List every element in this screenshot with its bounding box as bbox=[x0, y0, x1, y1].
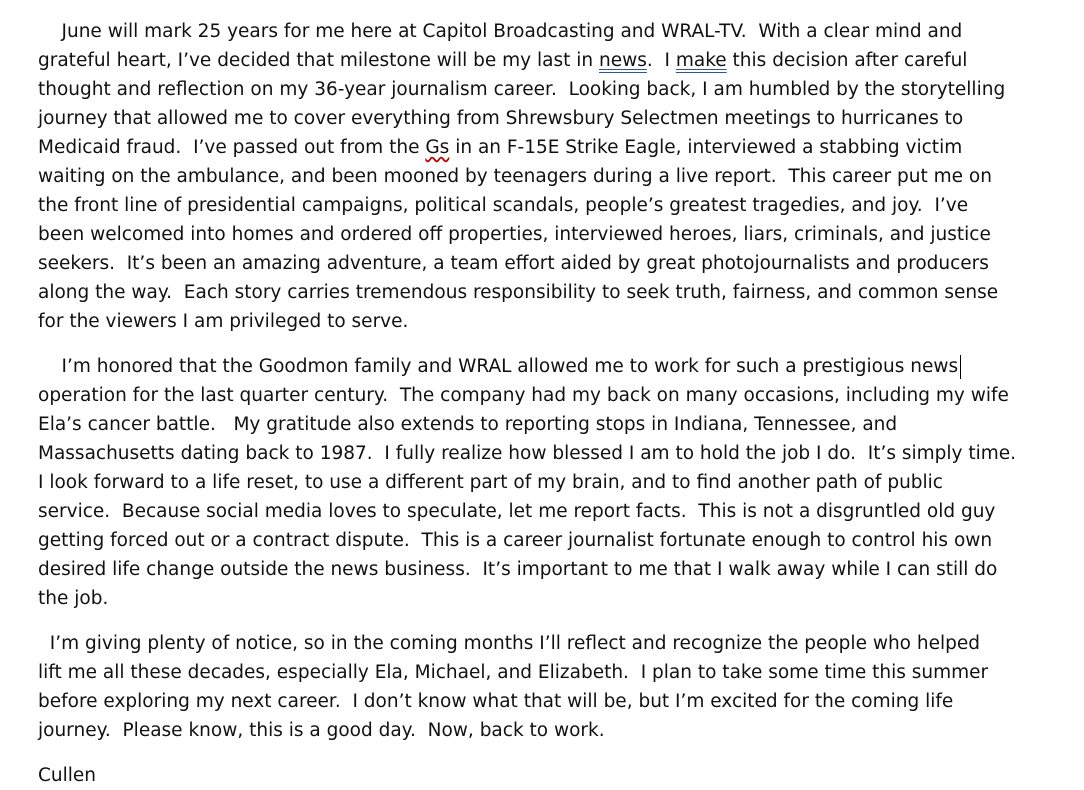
paragraph-2[interactable] bbox=[38, 352, 1078, 613]
text-line bbox=[38, 133, 1078, 162]
grammar-marked-word[interactable]: news bbox=[599, 50, 647, 71]
text-segment: in an F-15E Strike Eagle, interviewed a stabbing victim bbox=[449, 137, 963, 158]
text-line: along the way. Each story carries tremendous responsibility to seek truth, fairness, and common sense bbox=[38, 282, 999, 303]
paragraph-3[interactable] bbox=[38, 629, 1078, 745]
text-line: the front line of presidential campaigns, political scandals, people’s greatest tragedies, and joy. I’ve bbox=[38, 195, 969, 216]
text-line: service. Because social media loves to speculate, let me report facts. This is not a disgruntled old guy bbox=[38, 501, 996, 522]
paragraph-spacing bbox=[38, 336, 1078, 352]
text-line: the job. bbox=[38, 588, 109, 609]
text-line: been welcomed into homes and ordered off properties, interviewed heroes, liars, criminals, and justice bbox=[38, 224, 991, 245]
text-line: lift me all these decades, especially Ela, Michael, and Elizabeth. I plan to take some time this summer bbox=[38, 662, 989, 683]
text-line: seekers. It’s been an amazing adventure, a team effort aided by great photojournalists and producers bbox=[38, 253, 989, 274]
text-line: for the viewers I am privileged to serve. bbox=[38, 311, 409, 332]
paragraph-spacing bbox=[38, 613, 1078, 629]
text-line: I look forward to a life reset, to use a different part of my brain, and to find another path of public bbox=[38, 472, 943, 493]
text-line: desired life change outside the news business. It’s important to me that I walk away while I can still do bbox=[38, 559, 998, 580]
spelling-marked-word[interactable]: Gs bbox=[425, 137, 450, 158]
text-line: before exploring my next career. I don’t know what that will be, but I’m excited for the coming life bbox=[38, 691, 954, 712]
text-line: operation for the last quarter century. The company had my back on many occasions, including my wife bbox=[38, 385, 1009, 406]
text-line: June will mark 25 years for me here at Capitol Broadcasting and WRAL-TV. With a clear mind and bbox=[38, 21, 963, 42]
document-body[interactable] bbox=[38, 17, 1078, 790]
text-line: thought and reflection on my 36-year journalism career. Looking back, I am humbled by the storytelling bbox=[38, 79, 1006, 100]
signature: Cullen bbox=[38, 765, 97, 786]
text-line: getting forced out or a contract dispute. This is a career journalist fortunate enough to control his own bbox=[38, 530, 993, 551]
text-segment: grateful heart, I’ve decided that milestone will be my last in bbox=[38, 50, 599, 71]
text-line: journey that allowed me to cover everything from Shrewsbury Selectmen meetings to hurricanes to bbox=[38, 108, 964, 129]
text-cursor bbox=[960, 355, 961, 379]
text-line: waiting on the ambulance, and been mooned by teenagers during a live report. This career put me on bbox=[38, 166, 992, 187]
paragraph-1[interactable] bbox=[38, 17, 1078, 336]
text-segment: Medicaid fraud. I’ve passed out from the bbox=[38, 137, 426, 158]
text-segment: . I bbox=[646, 50, 676, 71]
text-line bbox=[38, 46, 1078, 75]
text-line bbox=[38, 352, 1078, 381]
text-line: journey. Please know, this is a good day. Now, back to work. bbox=[38, 720, 605, 741]
text-line: I’m giving plenty of notice, so in the coming months I’ll reflect and recognize the people who helped bbox=[38, 633, 981, 654]
text-segment: this decision after careful bbox=[726, 50, 968, 71]
grammar-marked-word[interactable]: make bbox=[675, 50, 727, 71]
paragraph-spacing bbox=[38, 745, 1078, 761]
text-line: Ela’s cancer battle. My gratitude also extends to reporting stops in Indiana, Tennessee, and bbox=[38, 414, 898, 435]
text-segment: I’m honored that the Goodmon family and WRAL allowed me to work for such a prestigious news bbox=[38, 356, 959, 377]
text-line: Massachusetts dating back to 1987. I fully realize how blessed I am to hold the job I do. It’s simply time. bbox=[38, 443, 1017, 464]
